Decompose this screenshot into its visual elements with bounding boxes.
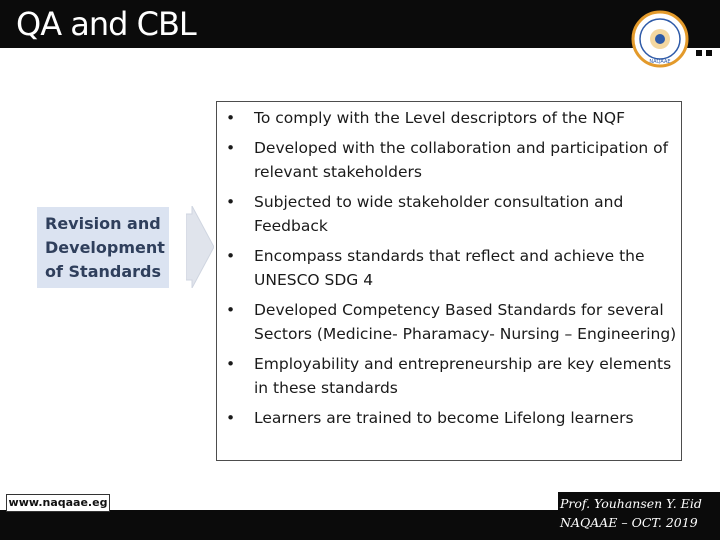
topic-label: Revision and Development of Standards — [45, 214, 165, 281]
bullet-text: To comply with the Level descriptors of the NQF — [254, 109, 625, 127]
bullet-list — [224, 106, 684, 430]
logo-dots — [696, 50, 714, 58]
author-credit — [560, 494, 720, 532]
bullet-item: • Encompass standards that reflect and achieve the UNESCO SDG 4 — [226, 247, 645, 289]
bullet-item: • Subjected to wide stakeholder consultation and Feedback — [226, 193, 624, 235]
bullet-text: Employability and entrepreneurship are key elements in these standards — [254, 355, 672, 397]
bullet-text: Subjected to wide stakeholder consultation and Feedback — [254, 193, 624, 235]
bullet-text: Learners are trained to become Lifelong learners — [254, 409, 634, 427]
bullet-item: • Employability and entrepreneurship are key elements in these standards — [226, 355, 672, 397]
slide-title: QA and CBL — [16, 5, 196, 43]
logo-text: NAQAAE — [649, 59, 671, 65]
arrow-right-icon — [186, 206, 214, 288]
author-org-date: NAQAAE – OCT. 2019 — [560, 515, 698, 530]
bullet-text: Developed with the collaboration and participation of relevant stakeholders — [254, 139, 669, 181]
bullet-item: • To comply with the Level descriptors of the NQF — [226, 109, 625, 127]
bullet-item: • Learners are trained to become Lifelong learners — [226, 409, 634, 427]
bullet-text: Encompass standards that reflect and achieve the UNESCO SDG 4 — [254, 247, 645, 289]
bullet-item: • Developed Competency Based Standards for several Sectors (Medicine- Pharamacy- Nursing – Engineering) — [226, 301, 677, 343]
bullet-item: • Developed with the collaboration and participation of relevant stakeholders — [226, 139, 669, 181]
website-link[interactable]: www.naqaae.eg — [6, 494, 110, 512]
naqaae-logo-icon — [631, 10, 689, 68]
bullet-text: Developed Competency Based Standards for several Sectors (Medicine- Pharamacy- Nursing – Engineering) — [254, 301, 677, 343]
author-name: Prof. Youhansen Y. Eid — [560, 496, 702, 511]
